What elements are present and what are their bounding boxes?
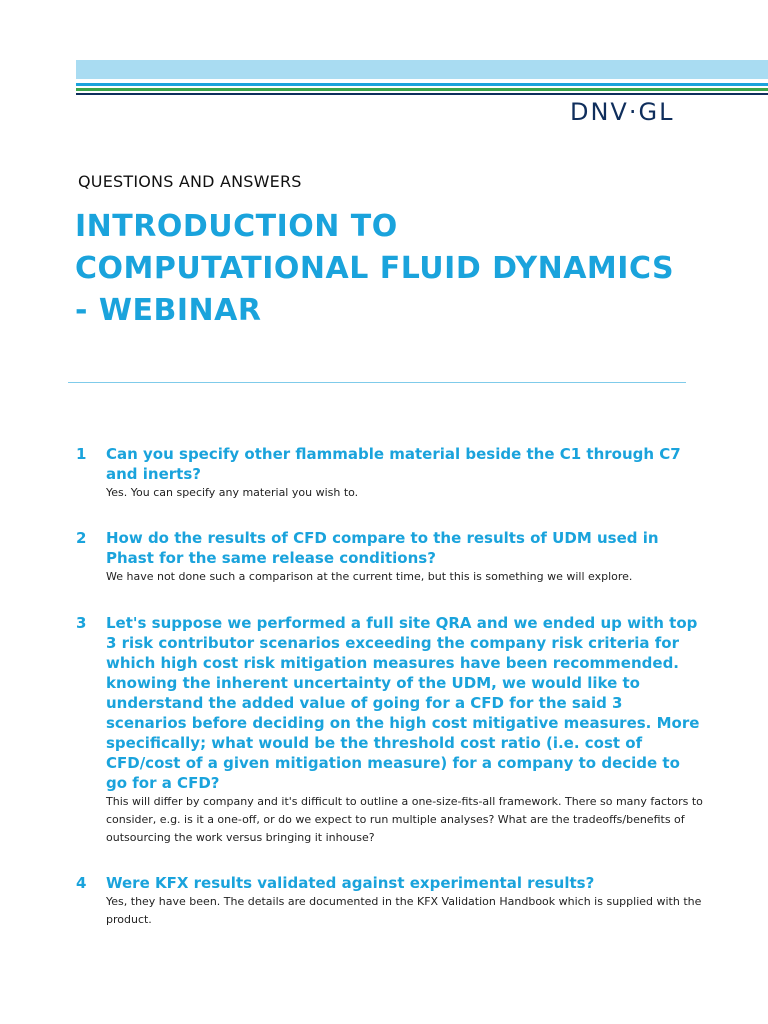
question-number: 4 [76,874,87,892]
company-logo: DNV·GL [570,98,675,126]
qa-item [76,444,706,502]
qa-item [76,528,706,586]
document-type-label: QUESTIONS AND ANSWERS [78,172,302,191]
question-text: Were KFX results validated against experimental results? [106,874,595,892]
question-number: 2 [76,529,87,547]
header-stripe-navy [76,93,768,95]
question-text: Let's suppose we performed a full site QRA and we ended up with top 3 risk contributor scenarios exceeding the company risk criteria for which high cost risk mitigation measures have been recommended. knowing the inherent uncertainty of the UDM, we would like to understand the added value of going for a CFD for the said 3 scenarios before deciding on the high cost mitigative measures. More specifically; what would be the threshold cost ratio (i.e. cost of CFD/cost of a given mitigation measure) for a company to decide to go for a CFD? [106,614,700,792]
header-color-band [76,60,768,79]
question-number: 1 [76,445,87,463]
answer-text: This will differ by company and it's difficult to outline a one-size-fits-all framework. There so many factors to consider, e.g. is it a one-off, or do we expect to run multiple analyses? What are the tradeoffs/benefits of outsourcing the work versus bringing it inhouse? [106,795,703,844]
question-number: 3 [76,614,87,632]
question-text: Can you specify other flammable material beside the C1 through C7 and inerts? [106,445,681,483]
document-title: INTRODUCTION TO COMPUTATIONAL FLUID DYNAMICS - WEBINAR [75,209,675,328]
question-text: How do the results of CFD compare to the results of UDM used in Phast for the same release conditions? [106,529,659,567]
answer-text: Yes, they have been. The details are documented in the KFX Validation Handbook which is supplied with the product. [106,895,702,926]
qa-item [76,873,706,929]
header-stripe-green [76,88,768,91]
answer-text: Yes. You can specify any material you wish to. [106,486,359,499]
answer-text: We have not done such a comparison at the current time, but this is something we will explore. [106,570,633,583]
qa-item [76,613,706,847]
title-divider [68,382,686,383]
header-stripe-blue [76,83,768,86]
